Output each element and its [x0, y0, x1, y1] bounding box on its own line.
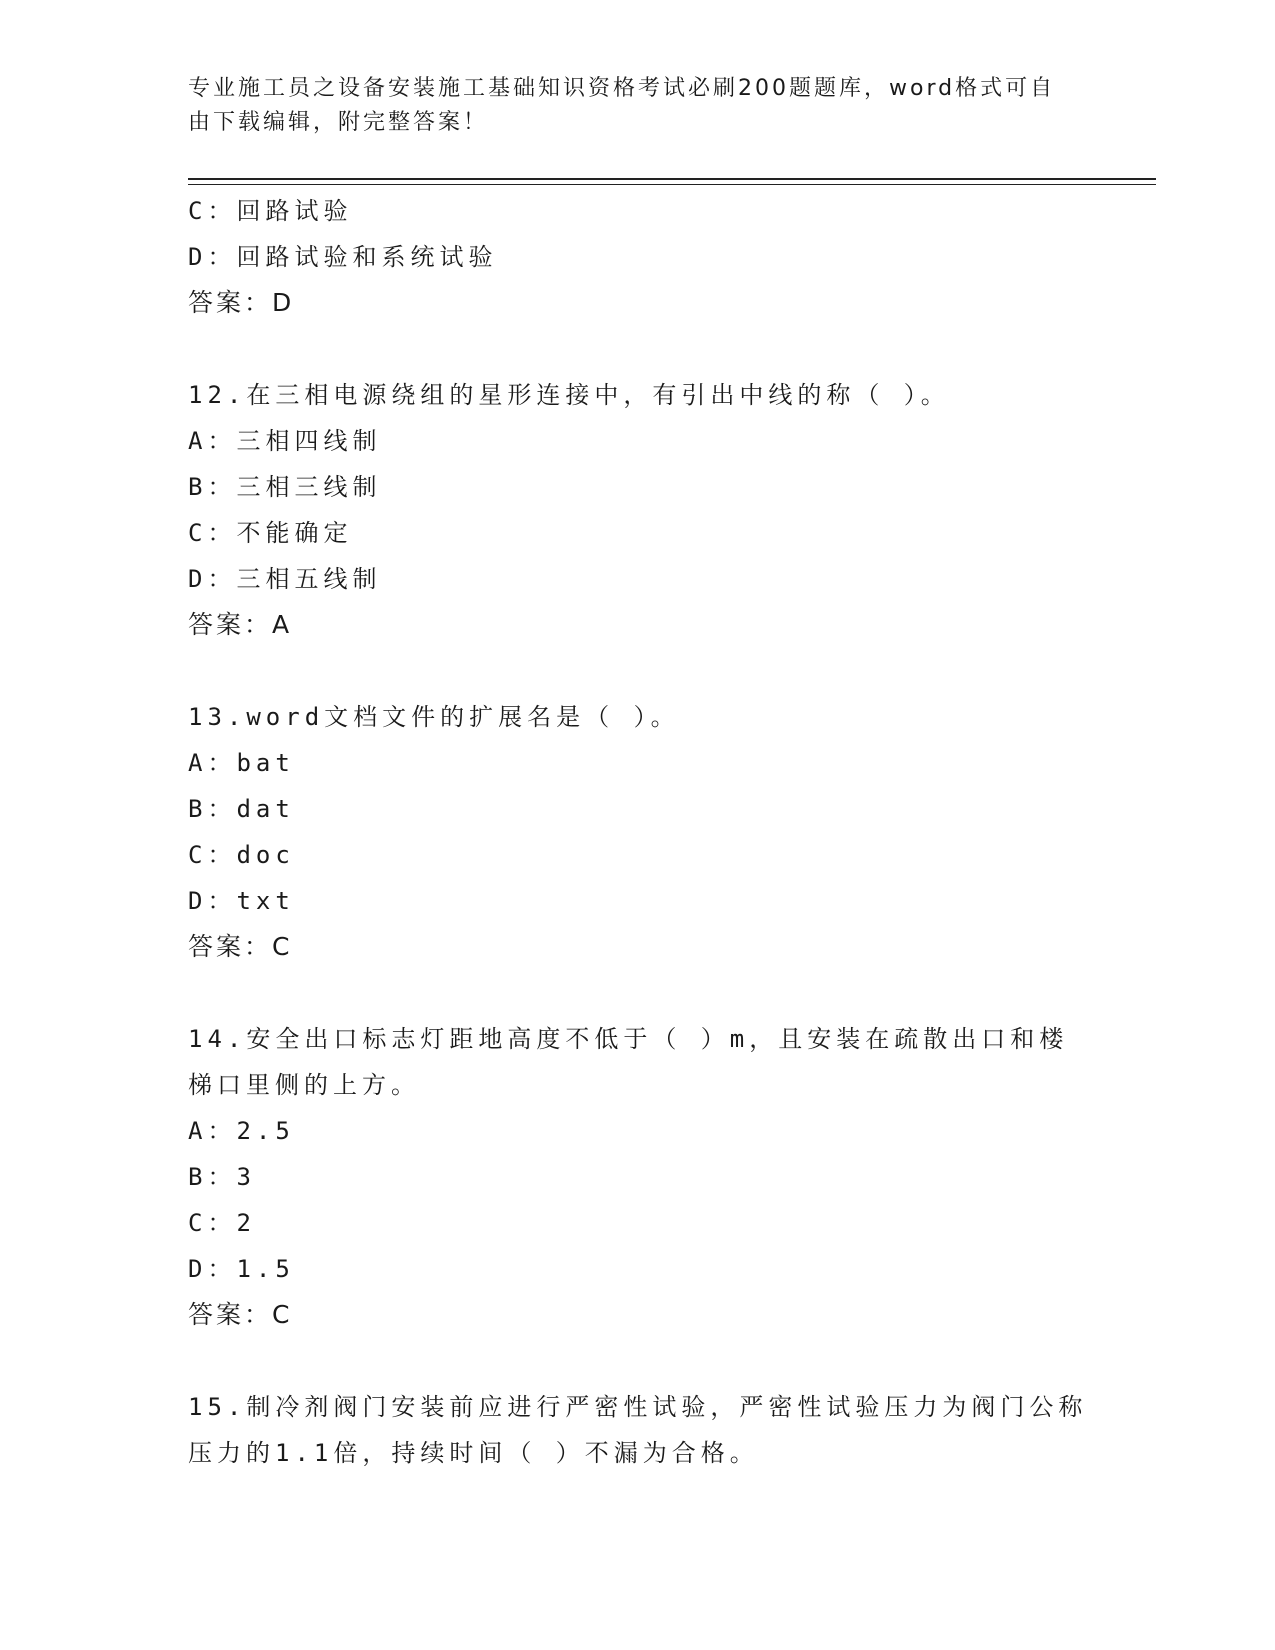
option-b [188, 1154, 1088, 1200]
option-label: D： [188, 243, 237, 271]
option-text: 三相四线制 [236, 427, 382, 455]
option-label: C： [188, 1209, 237, 1237]
option-text: 三相五线制 [236, 565, 382, 593]
option-text: 2 [236, 1209, 256, 1237]
header-divider-thin [188, 184, 1156, 185]
option-text: 回路试验 [236, 197, 353, 225]
spacer [188, 648, 1088, 694]
spacer [188, 970, 1088, 1016]
option-a [188, 1108, 1088, 1154]
option-text: 回路试验和系统试验 [236, 243, 498, 271]
option-text: bat [236, 749, 295, 777]
answer-line: 答案：C [188, 1300, 293, 1329]
option-b [188, 464, 1088, 510]
option-c [188, 1200, 1088, 1246]
option-c [188, 832, 1088, 878]
option-label: D： [188, 887, 237, 915]
option-label: D： [188, 1255, 237, 1283]
option-label: A： [188, 749, 237, 777]
option-label: C： [188, 519, 237, 547]
option-text: 2.5 [236, 1117, 295, 1145]
option-c [188, 188, 1088, 234]
option-d [188, 234, 1088, 280]
option-text: doc [236, 841, 295, 869]
option-label: B： [188, 795, 237, 823]
document-header: 专业施工员之设备安装施工基础知识资格考试必刷200题题库，word格式可自由下载编辑，附完整答案！ [188, 76, 1056, 135]
option-d [188, 878, 1088, 924]
option-b [188, 786, 1088, 832]
option-a [188, 740, 1088, 786]
spacer [188, 326, 1088, 372]
option-text: txt [236, 887, 295, 915]
question-stem: 15.制冷剂阀门安装前应进行严密性试验，严密性试验压力为阀门公称压力的1.1倍，持续时间（ ）不漏为合格。 [188, 1393, 1088, 1467]
option-text: 3 [236, 1163, 256, 1191]
option-label: B： [188, 473, 237, 501]
question-stem: 13.word文档文件的扩展名是（ ）。 [188, 703, 680, 731]
answer-line: 答案：D [188, 288, 295, 317]
option-c [188, 510, 1088, 556]
question-list [188, 188, 1088, 1476]
spacer [188, 1338, 1088, 1384]
question-stem: 12.在三相电源绕组的星形连接中，有引出中线的称（ ）。 [188, 381, 950, 409]
header-divider-thick [188, 178, 1156, 180]
option-text: 三相三线制 [236, 473, 382, 501]
option-label: D： [188, 565, 237, 593]
question-stem: 14.安全出口标志灯距地高度不低于（ ）m，且安装在疏散出口和楼梯口里侧的上方。 [188, 1025, 1069, 1099]
option-label: A： [188, 427, 237, 455]
option-label: C： [188, 841, 237, 869]
option-d [188, 556, 1088, 602]
option-label: C： [188, 197, 237, 225]
option-text: 不能确定 [236, 519, 353, 547]
option-text: 1.5 [236, 1255, 295, 1283]
option-a [188, 418, 1088, 464]
option-text: dat [236, 795, 295, 823]
option-label: A： [188, 1117, 237, 1145]
option-d [188, 1246, 1088, 1292]
option-label: B： [188, 1163, 237, 1191]
answer-line: 答案：A [188, 610, 293, 639]
answer-line: 答案：C [188, 932, 293, 961]
